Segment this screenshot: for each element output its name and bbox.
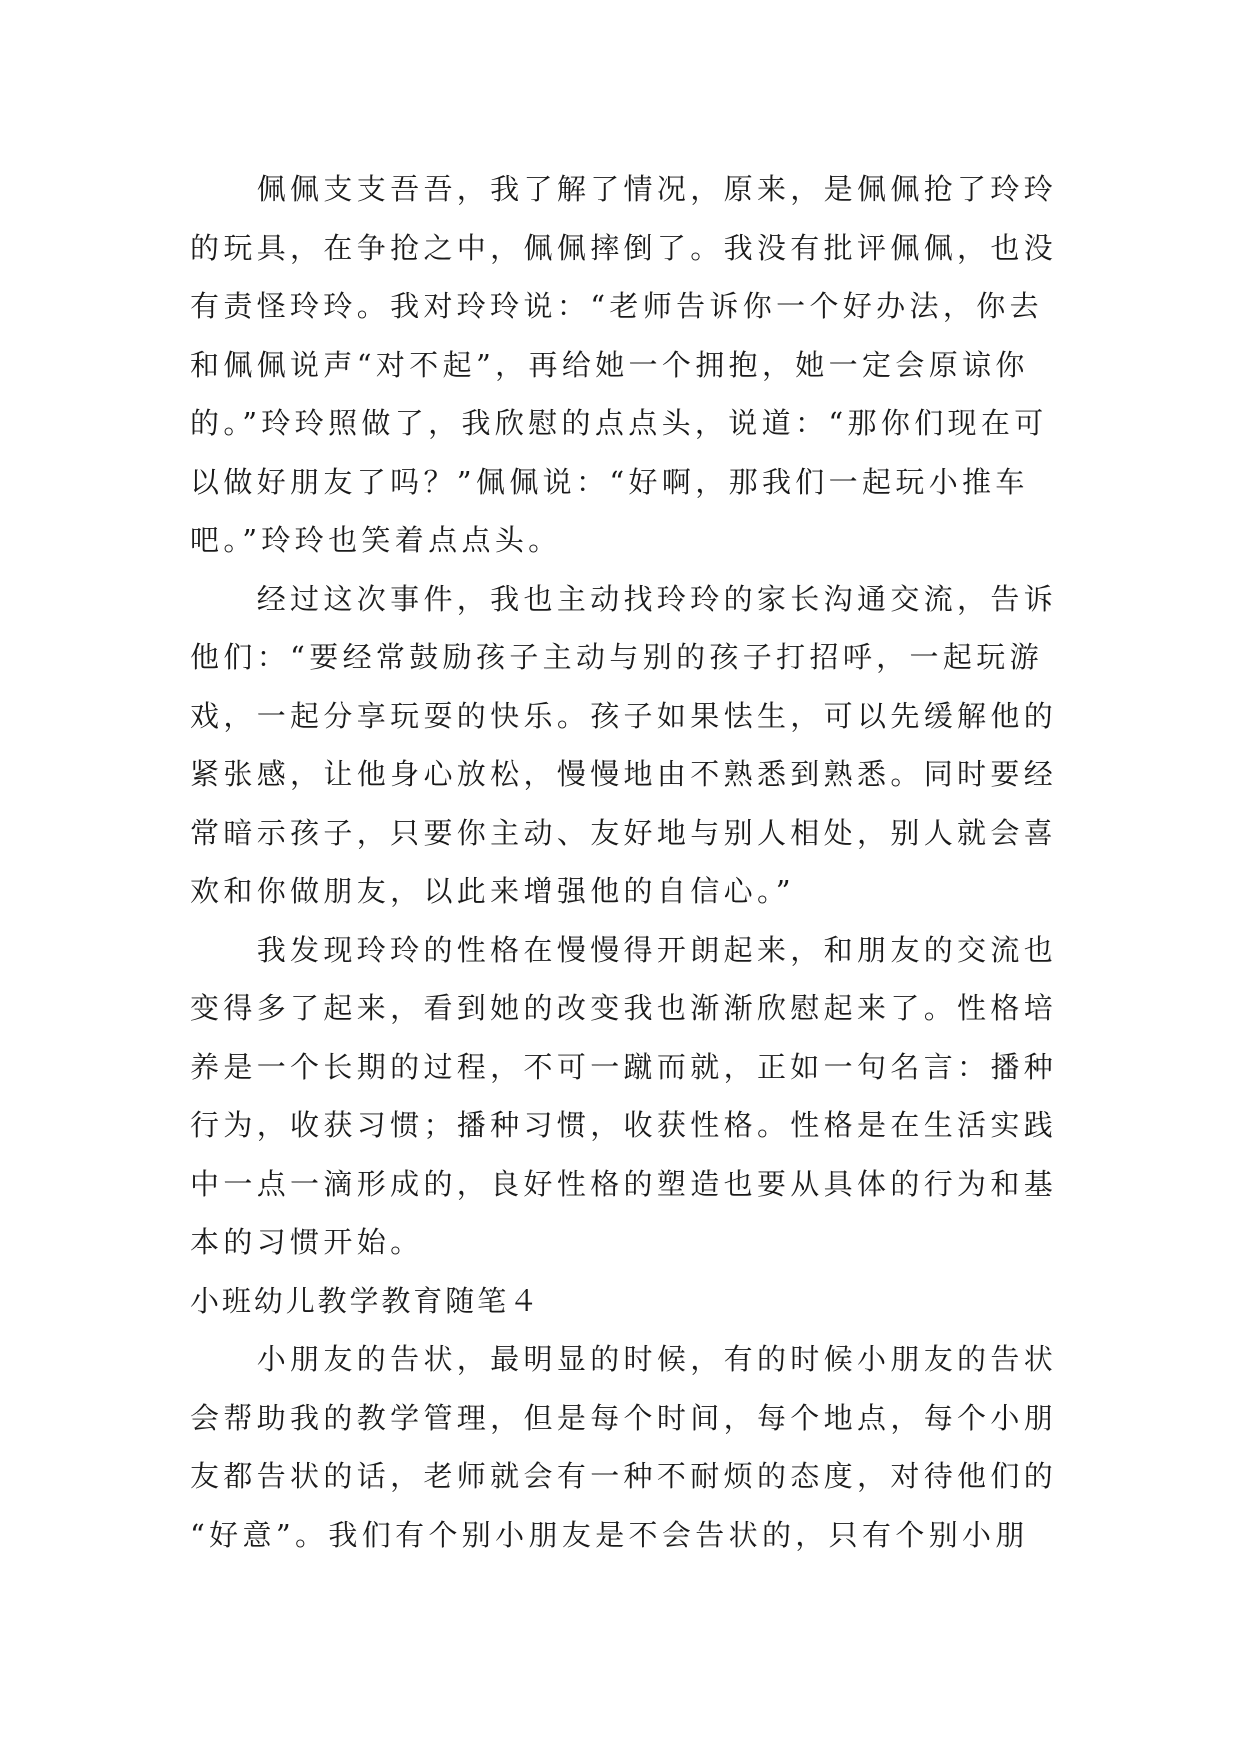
heading-text: 小班幼儿教学教育随笔４ — [190, 1283, 541, 1318]
text-line: 会帮助我的教学管理，但是每个时间，每个地点，每个小朋 — [190, 1400, 1058, 1435]
text-line: 常暗示孩子，只要你主动、友好地与别人相处，别人就会喜 — [190, 815, 1058, 850]
text-line: 我发现玲玲的性格在慢慢得开朗起来，和朋友的交流也 — [190, 932, 1058, 967]
text-line: 戏，一起分享玩耍的快乐。孩子如果怯生，可以先缓解他的 — [190, 698, 1058, 733]
paragraph-3 — [190, 921, 1058, 1272]
text-line: 以做好朋友了吗？”佩佩说：“好啊，那我们一起玩小推车 — [190, 464, 1029, 499]
text-line: 他们：“要经常鼓励孩子主动与别的孩子打招呼，一起玩游 — [190, 640, 1043, 674]
text-line: 的玩具，在争抢之中，佩佩摔倒了。我没有批评佩佩，也没 — [190, 230, 1058, 265]
text-line: 中一点一滴形成的，良好性格的塑造也要从具体的行为和基 — [190, 1166, 1058, 1201]
text-line: 经过这次事件，我也主动找玲玲的家长沟通交流，告诉 — [190, 581, 1058, 616]
document-page — [190, 160, 1058, 1564]
text-line: 有责怪玲玲。我对玲玲说：“老师告诉你一个好办法，你去 — [190, 289, 1043, 323]
text-line: “好意”。我们有个别小朋友是不会告状的，只有个别小朋 — [190, 1517, 1029, 1552]
text-line: 养是一个长期的过程，不可一蹴而就，正如一句名言：播种 — [190, 1049, 1058, 1084]
text-line: 紧张感，让他身心放松，慢慢地由不熟悉到熟悉。同时要经 — [190, 757, 1058, 791]
paragraph-2 — [190, 570, 1058, 921]
text-line: 的。”玲玲照做了，我欣慰的点点头，说道：“那你们现在可 — [190, 406, 1048, 440]
text-line: 吧。”玲玲也笑着点点头。 — [190, 523, 562, 557]
section-heading — [190, 1272, 1058, 1331]
text-line: 小朋友的告状，最明显的时候，有的时候小朋友的告状 — [190, 1342, 1058, 1376]
paragraph-1 — [190, 160, 1058, 570]
text-line: 和佩佩说声“对不起”，再给她一个拥抱，她一定会原谅你 — [190, 347, 1029, 382]
paragraph-4 — [190, 1330, 1058, 1564]
text-line: 变得多了起来，看到她的改变我也渐渐欣慰起来了。性格培 — [190, 991, 1058, 1025]
text-line: 本的习惯开始。 — [190, 1225, 424, 1259]
text-line: 欢和你做朋友，以此来增强他的自信心。” — [190, 874, 795, 908]
text-line: 佩佩支支吾吾，我了解了情况，原来，是佩佩抢了玲玲 — [190, 172, 1058, 206]
text-line: 行为，收获习惯；播种习惯，收获性格。性格是在生活实践 — [190, 1108, 1058, 1142]
text-line: 友都告状的话，老师就会有一种不耐烦的态度，对待他们的 — [190, 1459, 1058, 1493]
